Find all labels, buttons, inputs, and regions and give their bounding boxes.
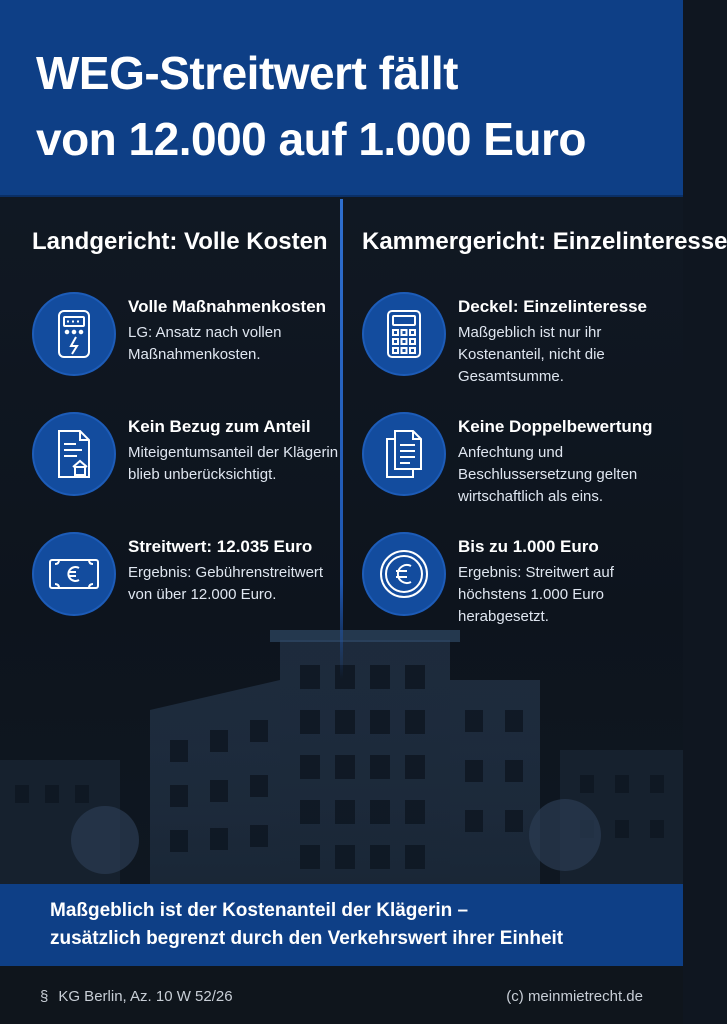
documents-icon [377,427,431,481]
court-reference [40,988,233,1005]
left-column-heading: Landgericht: Volle Kosten [32,228,328,255]
left-item-1-title: Volle Maßnahmenkosten [128,297,327,316]
meter-icon [47,307,101,361]
right-item-3-text: Ergebnis: Streitwert auf höchstens 1.000 Euro herabgesetzt. [458,564,614,625]
left-item-3 [32,532,342,632]
copyright-notice: (c) meinmietrecht.de [506,988,643,1005]
right-column-heading: Kammergericht: Einzelinteresse [362,228,727,255]
left-item-2-title: Kein Bezug zum Anteil [128,417,311,436]
right-item-1-title: Deckel: Einzelinteresse [458,297,647,316]
left-item-2 [32,412,342,512]
right-item-1 [362,292,672,392]
right-item-2 [362,412,672,512]
euro-coin-icon [377,547,431,601]
document-house-icon [47,427,101,481]
title-banner [0,0,683,197]
calculator-icon [377,307,431,361]
left-item-1 [32,292,342,392]
summary-band [0,884,683,966]
summary-line-1: Maßgeblich ist der Kostenanteil der Klägerin – [50,900,469,921]
euro-banknote-icon [47,547,101,601]
right-item-3 [362,532,672,632]
left-item-1-text: LG: Ansatz nach vollen Maßnahmenkosten. [128,324,282,363]
right-item-1-text: Maßgeblich ist nur ihr Kostenanteil, nicht die Gesamtsumme. [458,324,605,385]
left-item-2-text: Miteigentumsanteil der Klägerin blieb unberücksichtigt. [128,444,339,483]
right-item-2-text: Anfechtung und Beschlussersetzung gelten wirtschaftlich als eins. [458,444,638,505]
footer [0,966,683,1024]
court-reference-text: KG Berlin, Az. 10 W 52/26 [58,988,233,1005]
paragraph-sign: § [40,988,49,1005]
summary-line-2: zusätzlich begrenzt durch den Verkehrswert ihrer Einheit [50,928,564,949]
left-item-3-title: Streitwert: 12.035 Euro [128,537,313,556]
right-item-2-title: Keine Doppelbewertung [458,417,653,436]
page-title-line-2: von 12.000 auf 1.000 Euro [36,113,586,165]
page-title-line-1: WEG-Streitwert fällt [36,47,458,99]
left-item-3-text: Ergebnis: Gebührenstreitwert von über 12.000 Euro. [128,564,324,603]
right-item-3-title: Bis zu 1.000 Euro [458,537,599,556]
